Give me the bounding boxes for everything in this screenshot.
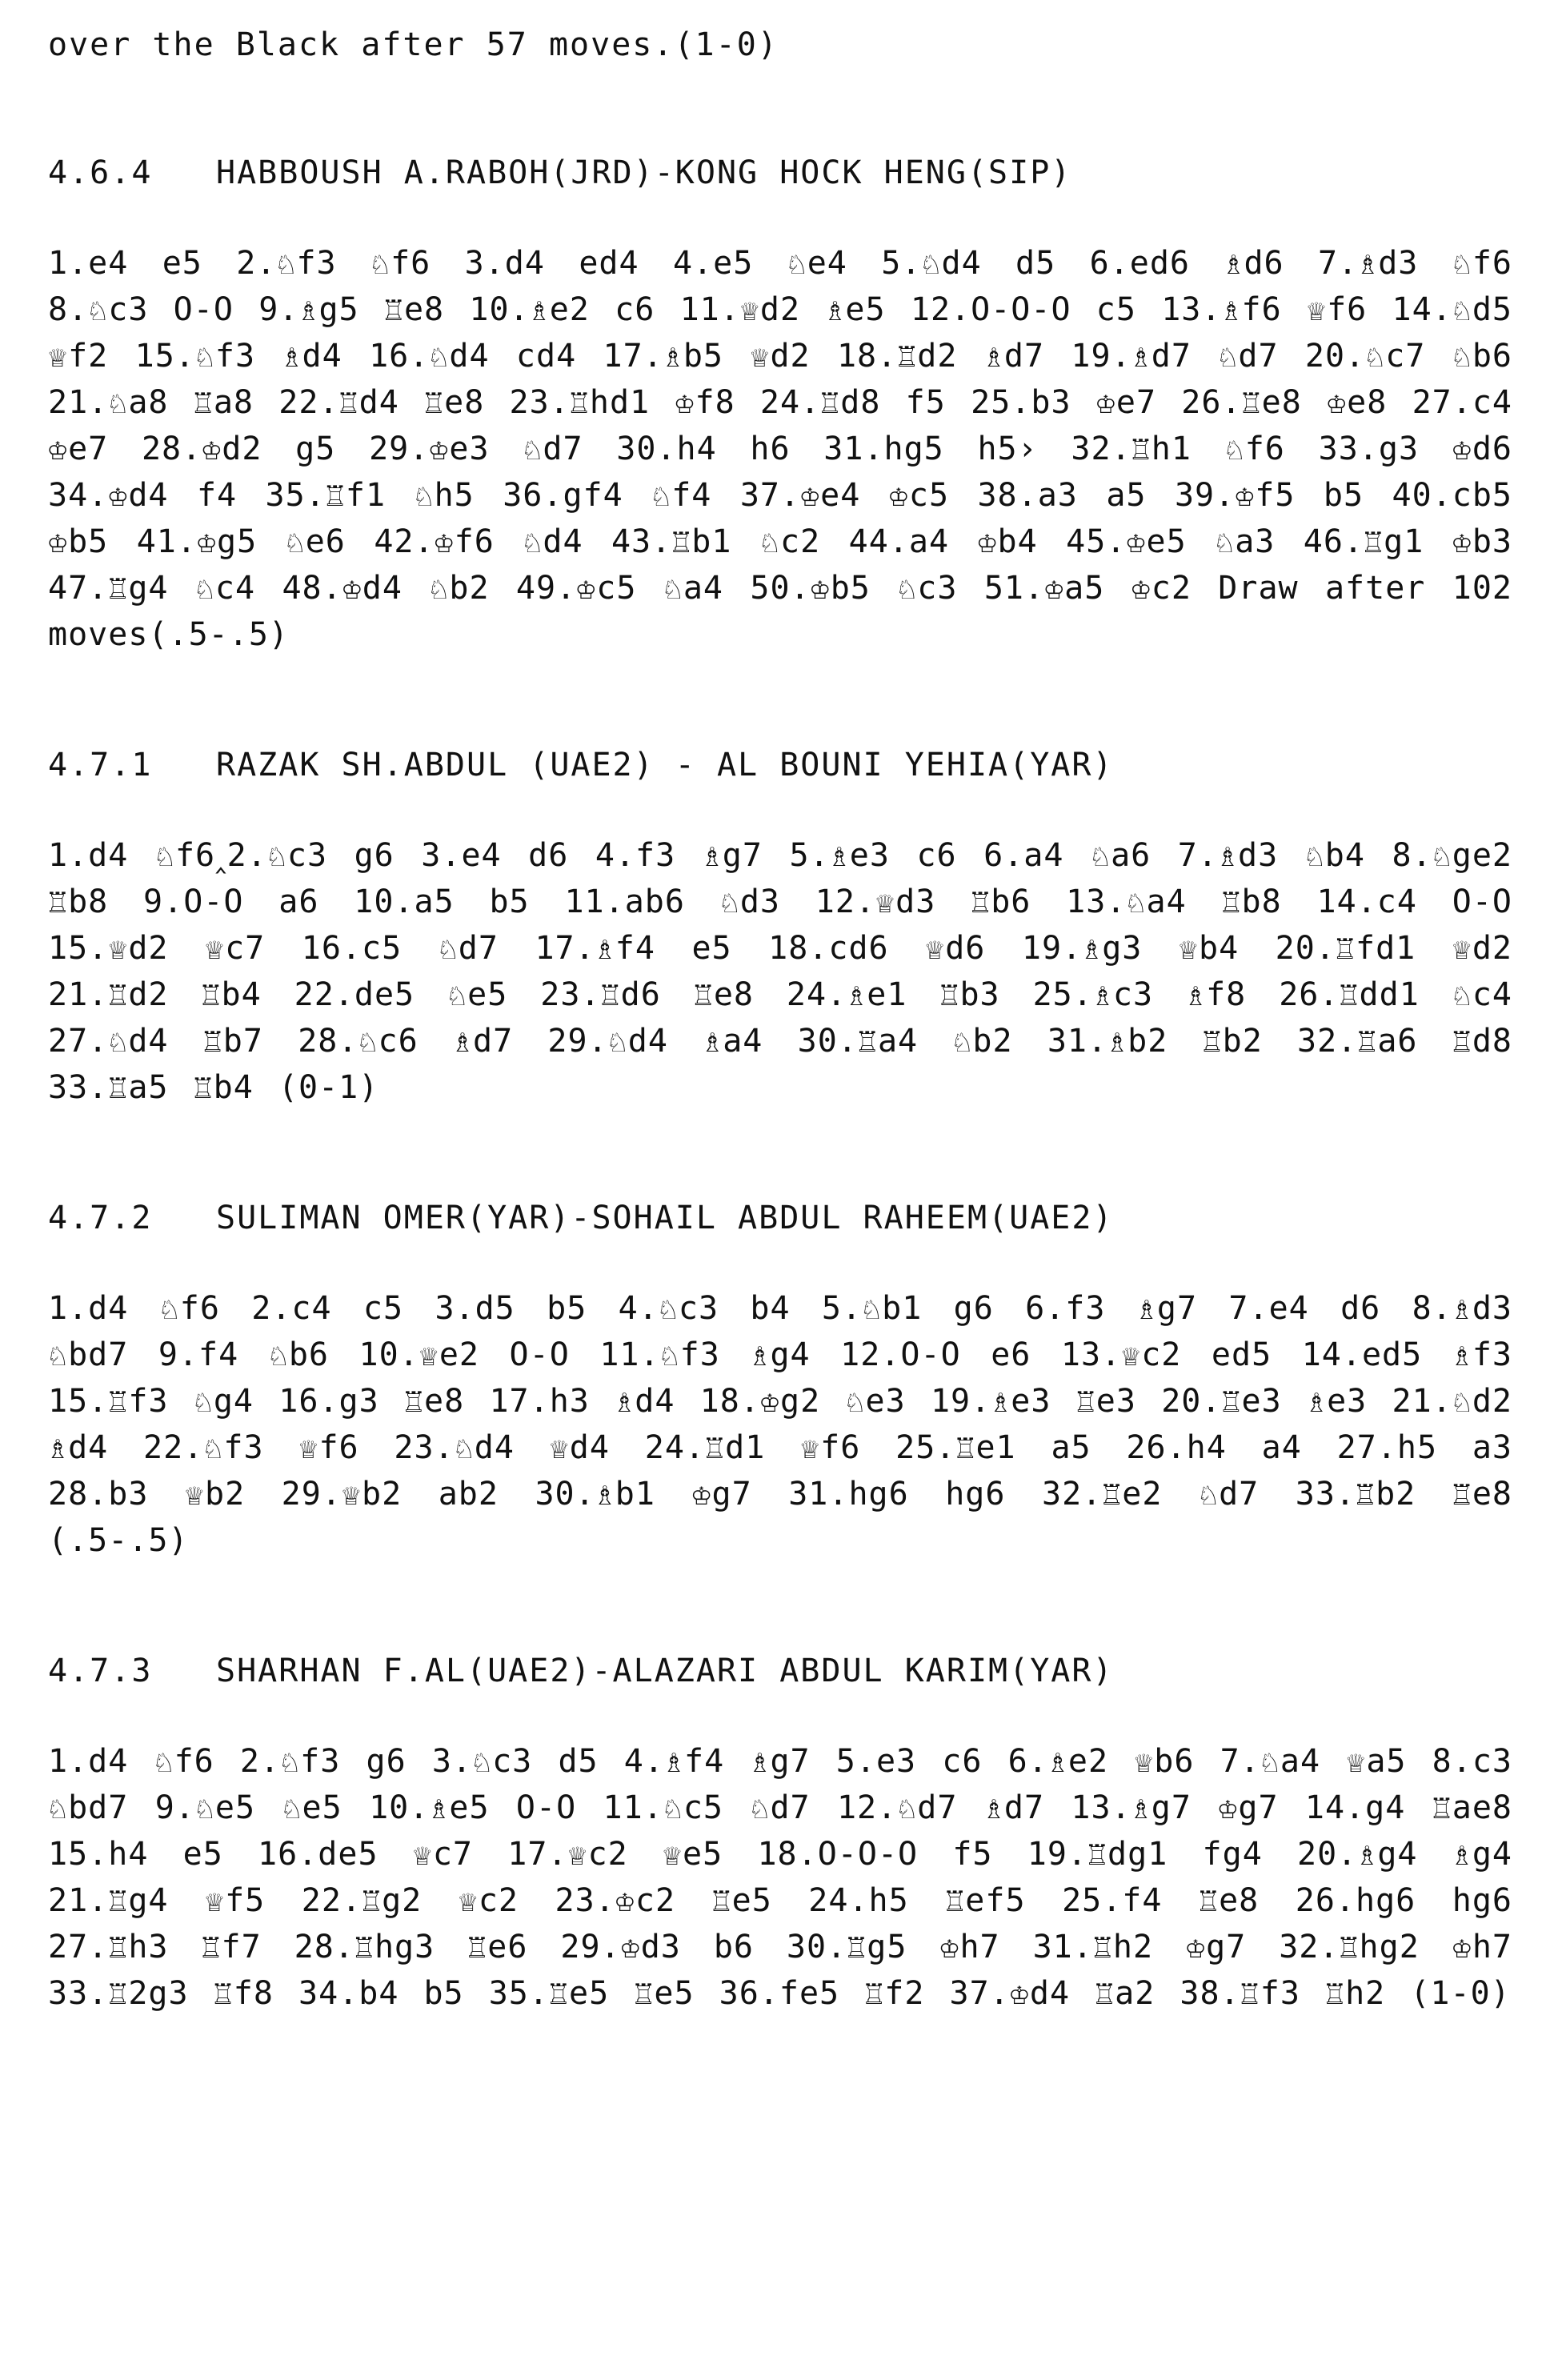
game-number: 4.7.3: [48, 1653, 153, 1689]
game-4-7-2: [48, 1197, 1512, 1564]
game-number: 4.6.4: [48, 154, 153, 191]
game-header: [48, 1650, 1512, 1692]
game-number: 4.7.2: [48, 1200, 153, 1236]
document-body: [48, 24, 1512, 2017]
game-players: RAZAK SH.ABDUL (UAE2) - AL BOUNI YEHIA(YAR): [216, 747, 1114, 783]
game-header: [48, 1197, 1512, 1239]
game-players: SULIMAN OMER(YAR)-SOHAIL ABDUL RAHEEM(UAE2): [216, 1200, 1114, 1236]
game-4-7-3: [48, 1650, 1512, 2017]
intro-line: over the Black after 57 moves.(1-0): [48, 26, 779, 63]
game-players: HABBOUSH A.RABOH(JRD)-KONG HOCK HENG(SIP): [216, 154, 1072, 191]
game-moves: 1.d4 ♘f6 2.c4 c5 3.d5 b5 4.♘c3 b4 5.♘b1 g6 6.f3 ♗g7 7.e4 d6 8.♗d3 ♘bd7 9.f4 ♘b6 10.♕e2 O-O 11.♘f3 ♗g4 12.O-O e6 13.♕c2 ed5 14.ed5 ♗f3 15.♖f3 ♘g4 16.g3 ♖e8 17.h3 ♗d4 18.♔g2 ♘e3 19.♗e3 ♖e3 20.♖e3 ♗e3 21.♘d2 ♗d4 22.♘f3 ♕f6 23.♘d4 ♕d4 24.♖d1 ♕f6 25.♖e1 a5 26.h4 a4 27.h5 a3 28.b3 ♕b2 29.♕b2 ab2 30.♗b1 ♔g7 31.hg6 hg6 32.♖e2 ♘d7 33.♖b2 ♖e8 (.5-.5): [48, 1290, 1512, 1559]
game-4-7-1: [48, 744, 1512, 1111]
game-4-6-4: [48, 152, 1512, 658]
game-players: SHARHAN F.AL(UAE2)-ALAZARI ABDUL KARIM(YAR): [216, 1653, 1114, 1689]
game-moves: 1.d4 ♘f6 2.♘f3 g6 3.♘c3 d5 4.♗f4 ♗g7 5.e3 c6 6.♗e2 ♕b6 7.♘a4 ♕a5 8.c3 ♘bd7 9.♘e5 ♘e5 10.♗e5 O-O 11.♘c5 ♘d7 12.♘d7 ♗d7 13.♗g7 ♔g7 14.g4 ♖ae8 15.h4 e5 16.de5 ♕c7 17.♕c2 ♕e5 18.O-O-O f5 19.♖dg1 fg4 20.♗g4 ♗g4 21.♖g4 ♕f5 22.♖g2 ♕c2 23.♔c2 ♖e5 24.h5 ♖ef5 25.f4 ♖e8 26.hg6 hg6 27.♖h3 ♖f7 28.♖hg3 ♖e6 29.♔d3 b6 30.♖g5 ♔h7 31.♖h2 ♔g7 32.♖hg2 ♔h7 33.♖2g3 ♖f8 34.b4 b5 35.♖e5 ♖e5 36.fe5 ♖f2 37.♔d4 ♖a2 38.♖f3 ♖h2 (1-0): [48, 1743, 1512, 2012]
game-header: [48, 744, 1512, 786]
game-number: 4.7.1: [48, 747, 153, 783]
game-moves: 1.e4 e5 2.♘f3 ♘f6 3.d4 ed4 4.e5 ♘e4 5.♘d4 d5 6.ed6 ♗d6 7.♗d3 ♘f6 8.♘c3 O-O 9.♗g5 ♖e8 10.♗e2 c6 11.♕d2 ♗e5 12.O-O-O c5 13.♗f6 ♕f6 14.♘d5 ♕f2 15.♘f3 ♗d4 16.♘d4 cd4 17.♗b5 ♕d2 18.♖d2 ♗d7 19.♗d7 ♘d7 20.♘c7 ♘b6 21.♘a8 ♖a8 22.♖d4 ♖e8 23.♖hd1 ♔f8 24.♖d8 f5 25.b3 ♔e7 26.♖e8 ♔e8 27.c4 ♔e7 28.♔d2 g5 29.♔e3 ♘d7 30.h4 h6 31.hg5 h5› 32.♖h1 ♘f6 33.g3 ♔d6 34.♔d4 f4 35.♖f1 ♘h5 36.gf4 ♘f4 37.♔e4 ♔c5 38.a3 a5 39.♔f5 b5 40.cb5 ♔b5 41.♔g5 ♘e6 42.♔f6 ♘d4 43.♖b1 ♘c2 44.a4 ♔b4 45.♔e5 ♘a3 46.♖g1 ♔b3 47.♖g4 ♘c4 48.♔d4 ♘b2 49.♔c5 ♘a4 50.♔b5 ♘c3 51.♔a5 ♔c2 Draw after 102 moves(.5-.5): [48, 245, 1512, 653]
game-moves: 1.d4 ♘f6‸2.♘c3 g6 3.e4 d6 4.f3 ♗g7 5.♗e3 c6 6.a4 ♘a6 7.♗d3 ♘b4 8.♘ge2 ♖b8 9.O-O a6 10.a5 b5 11.ab6 ♘d3 12.♕d3 ♖b6 13.♘a4 ♖b8 14.c4 O-O 15.♕d2 ♕c7 16.c5 ♘d7 17.♗f4 e5 18.cd6 ♕d6 19.♗g3 ♕b4 20.♖fd1 ♕d2 21.♖d2 ♖b4 22.de5 ♘e5 23.♖d6 ♖e8 24.♗e1 ♖b3 25.♗c3 ♗f8 26.♖dd1 ♘c4 27.♘d4 ♖b7 28.♘c6 ♗d7 29.♘d4 ♗a4 30.♖a4 ♘b2 31.♗b2 ♖b2 32.♖a6 ♖d8 33.♖a5 ♖b4 (0-1): [48, 837, 1512, 1106]
game-header: [48, 152, 1512, 194]
